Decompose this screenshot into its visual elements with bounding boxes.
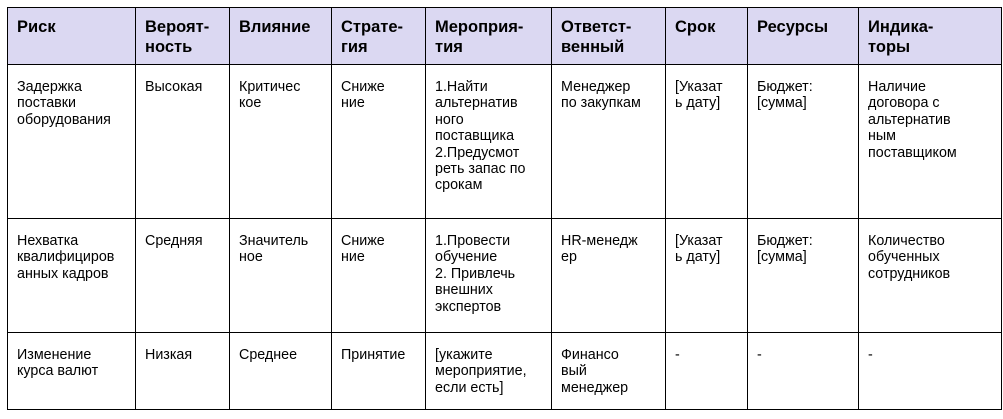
header-strategy: Страте- гия xyxy=(332,8,426,65)
header-row xyxy=(8,8,1002,65)
cell-probability: Средняя xyxy=(136,219,230,333)
cell-impact: Среднее xyxy=(230,333,332,410)
cell-responsible: Финансо вый менеджер xyxy=(552,333,666,410)
cell-strategy: Сниже ние xyxy=(332,219,426,333)
cell-probability: Низкая xyxy=(136,333,230,410)
cell-resources: Бюджет: [сумма] xyxy=(748,219,859,333)
cell-deadline: [Указат ь дату] xyxy=(666,219,748,333)
cell-resources: Бюджет: [сумма] xyxy=(748,65,859,219)
header-deadline: Срок xyxy=(666,8,748,65)
cell-responsible: Менеджер по закупкам xyxy=(552,65,666,219)
cell-impact: Значитель ное xyxy=(230,219,332,333)
header-impact: Влияние xyxy=(230,8,332,65)
header-probability: Вероят- ность xyxy=(136,8,230,65)
table-row xyxy=(8,333,1002,410)
table-row xyxy=(8,65,1002,219)
cell-indicators: Наличие договора с альтернатив ным поставщиком xyxy=(859,65,1002,219)
risk-management-table xyxy=(7,7,1002,410)
risk-table-container xyxy=(7,7,1001,410)
cell-resources: - xyxy=(748,333,859,410)
cell-risk: Нехватка квалифициров анных кадров xyxy=(8,219,136,333)
cell-measures: 1.Найти альтернатив ного поставщика 2.Предусмот реть запас по срокам xyxy=(426,65,552,219)
header-resources: Ресурсы xyxy=(748,8,859,65)
cell-impact: Критичес кое xyxy=(230,65,332,219)
header-indicators: Индика- торы xyxy=(859,8,1002,65)
cell-responsible: HR-менедж ер xyxy=(552,219,666,333)
cell-deadline: - xyxy=(666,333,748,410)
header-responsible: Ответст- венный xyxy=(552,8,666,65)
cell-risk: Задержка поставки оборудования xyxy=(8,65,136,219)
cell-measures: [укажите мероприятие, если есть] xyxy=(426,333,552,410)
table-row xyxy=(8,219,1002,333)
cell-indicators: - xyxy=(859,333,1002,410)
cell-deadline: [Указат ь дату] xyxy=(666,65,748,219)
cell-indicators: Количество обученных сотрудников xyxy=(859,219,1002,333)
cell-probability: Высокая xyxy=(136,65,230,219)
header-risk: Риск xyxy=(8,8,136,65)
cell-measures: 1.Провести обучение 2. Привлечь внешних экспертов xyxy=(426,219,552,333)
cell-strategy: Принятие xyxy=(332,333,426,410)
cell-strategy: Сниже ние xyxy=(332,65,426,219)
header-measures: Мероприя- тия xyxy=(426,8,552,65)
cell-risk: Изменение курса валют xyxy=(8,333,136,410)
